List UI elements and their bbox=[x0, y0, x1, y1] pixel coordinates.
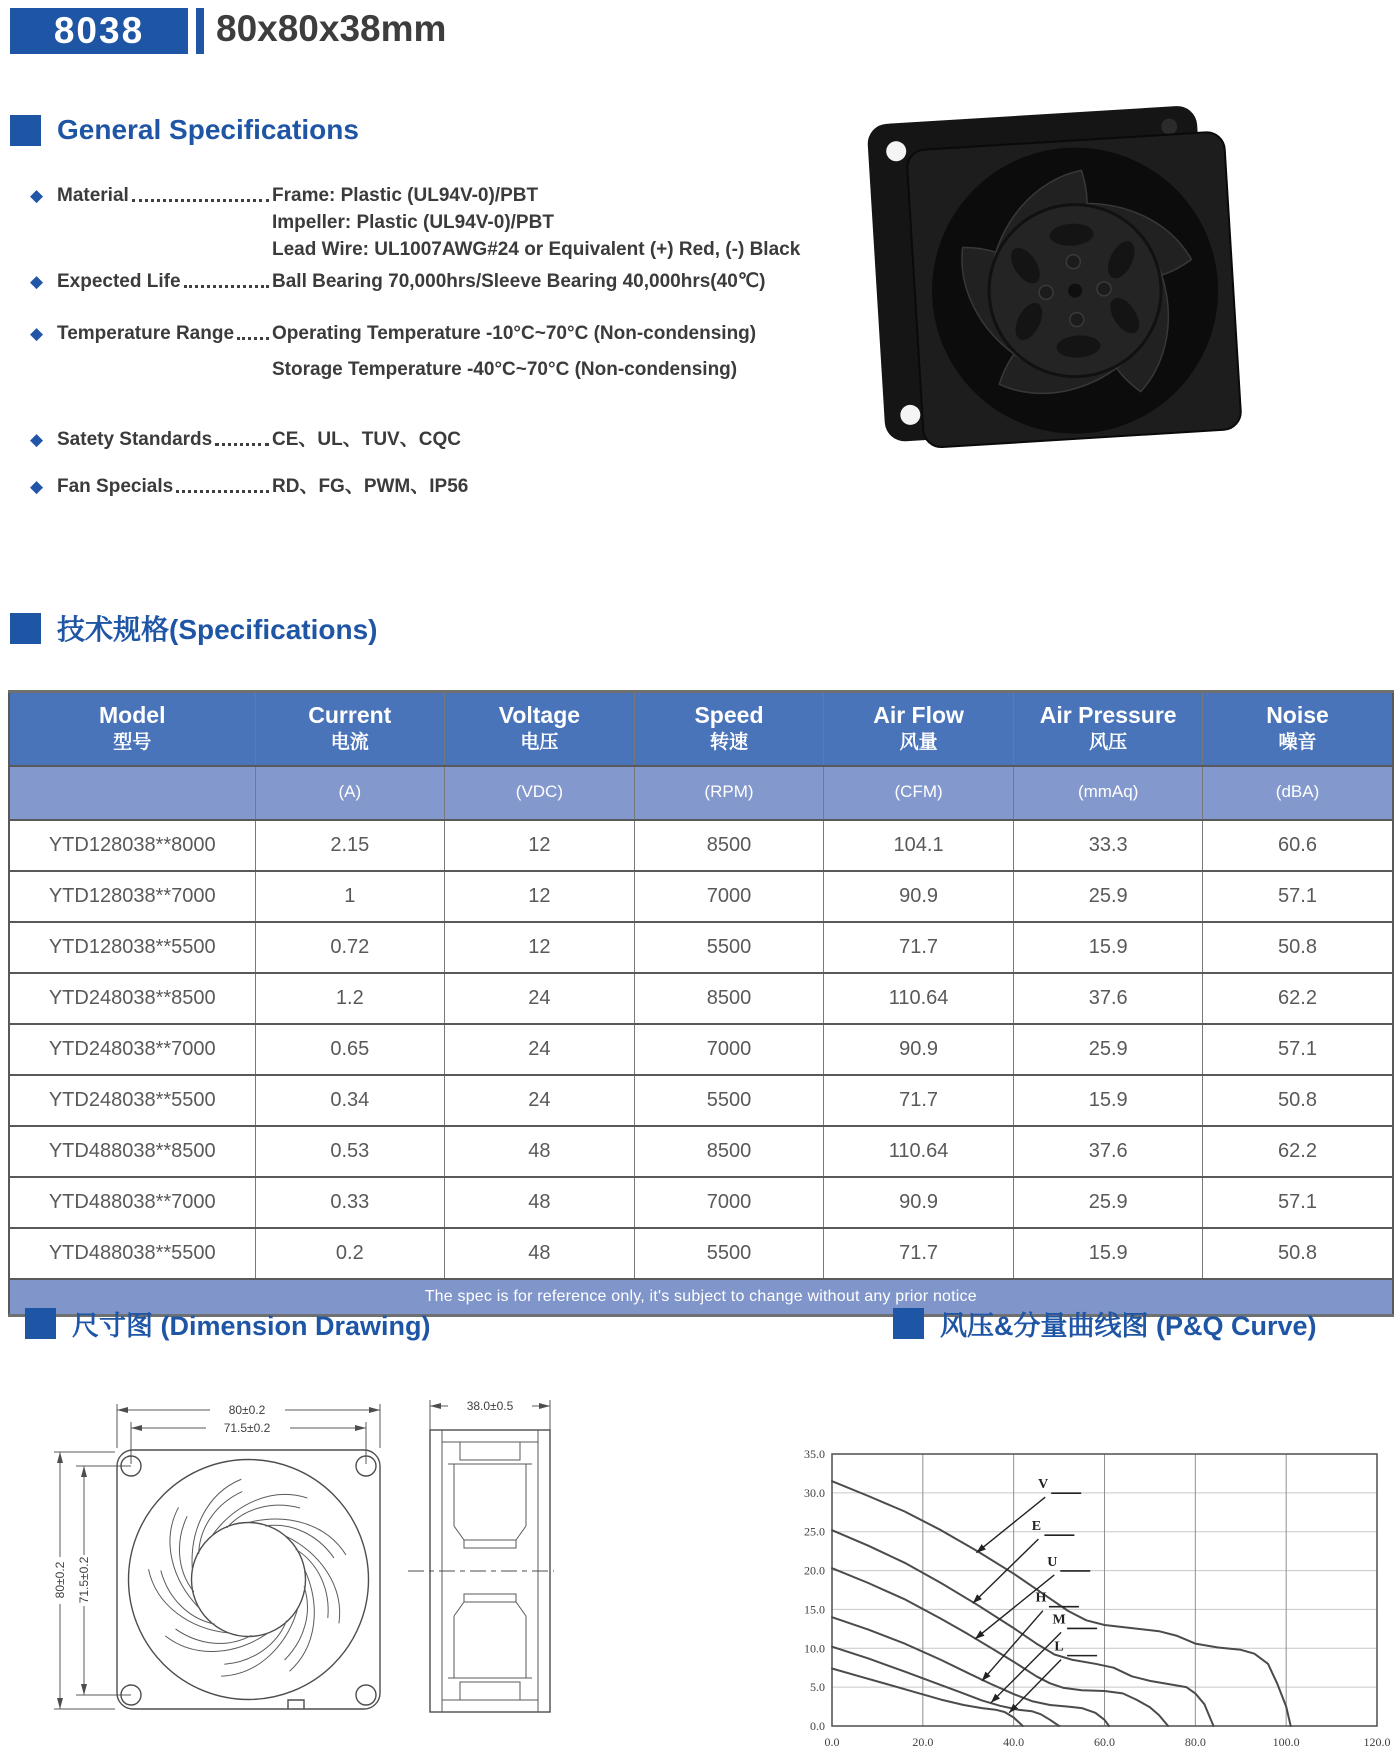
table-cell: 71.7 bbox=[824, 1228, 1014, 1279]
table-cell: YTD128038**8000 bbox=[9, 820, 255, 871]
y-axis-tick-label: 15.0 bbox=[804, 1602, 825, 1617]
table-cell: 90.9 bbox=[824, 1177, 1014, 1228]
table-cell: 12 bbox=[445, 820, 635, 871]
column-header: Air Pressure 风压 bbox=[1013, 692, 1203, 767]
table-row bbox=[9, 1177, 1393, 1228]
dim-front-height-inner: 71.5±0.2 bbox=[77, 1556, 91, 1604]
spec-value: Ball Bearing 70,000hrs/Sleeve Bearing 40,000hrs(40℃) bbox=[272, 271, 766, 292]
y-axis-tick-label: 35.0 bbox=[804, 1447, 825, 1461]
spec-value: CE、UL、TUV、CQC bbox=[272, 429, 461, 450]
column-unit: (RPM) bbox=[634, 766, 824, 820]
pq-curve-M bbox=[832, 1647, 1059, 1726]
x-axis-tick-label: 60.0 bbox=[1094, 1735, 1115, 1749]
table-cell: 0.34 bbox=[255, 1075, 445, 1126]
dimension-drawing-heading bbox=[25, 1304, 431, 1343]
pq-curve-H bbox=[832, 1617, 1109, 1726]
diamond-bullet-icon: ◆ bbox=[30, 272, 44, 291]
curve-label-E: E bbox=[1031, 1519, 1042, 1535]
table-cell: 25.9 bbox=[1013, 1024, 1203, 1075]
dim-depth: 38.0±0.5 bbox=[466, 1399, 514, 1413]
table-row bbox=[9, 871, 1393, 922]
table-cell: 2.15 bbox=[255, 820, 445, 871]
badge-separator bbox=[196, 8, 204, 54]
heading-square-icon bbox=[10, 613, 41, 644]
front-blade-lines bbox=[136, 1471, 362, 1695]
table-cell: 12 bbox=[445, 871, 635, 922]
table-cell: 0.33 bbox=[255, 1177, 445, 1228]
model-badge: 8038 bbox=[10, 8, 188, 54]
table-cell: 50.8 bbox=[1203, 922, 1393, 973]
column-header: Speed 转速 bbox=[634, 692, 824, 767]
table-cell: 50.8 bbox=[1203, 1228, 1393, 1279]
y-axis-tick-label: 5.0 bbox=[810, 1680, 825, 1695]
specifications-title: 技术规格(Specifications) bbox=[57, 614, 378, 645]
table-cell: 8500 bbox=[634, 973, 824, 1024]
general-specifications-title: General Specifications bbox=[57, 114, 359, 145]
table-cell: 25.9 bbox=[1013, 871, 1203, 922]
table-cell: 110.64 bbox=[824, 1126, 1014, 1177]
x-axis-tick-label: 20.0 bbox=[912, 1735, 934, 1749]
spec-item bbox=[30, 268, 865, 295]
side-bottom-structure bbox=[442, 1594, 538, 1700]
table-cell: 0.53 bbox=[255, 1126, 445, 1177]
curve-arrow-line bbox=[991, 1632, 1064, 1702]
table-cell: 50.8 bbox=[1203, 1075, 1393, 1126]
table-cell: 24 bbox=[445, 973, 635, 1024]
dim-front-height: 80±0.2 bbox=[53, 1561, 67, 1599]
column-header: Air Flow 风量 bbox=[824, 692, 1014, 767]
dotted-leader bbox=[237, 313, 269, 340]
table-cell: 5500 bbox=[634, 1228, 824, 1279]
table-cell: YTD488038**7000 bbox=[9, 1177, 255, 1228]
table-row bbox=[9, 922, 1393, 973]
table-cell: 62.2 bbox=[1203, 1126, 1393, 1177]
table-cell: 8500 bbox=[634, 1126, 824, 1177]
curve-label-V: V bbox=[1038, 1477, 1049, 1493]
curve-label-H: H bbox=[1035, 1590, 1047, 1606]
table-cell: 90.9 bbox=[824, 1024, 1014, 1075]
table-cell: 104.1 bbox=[824, 820, 1014, 871]
x-axis-tick-label: 0.0 bbox=[824, 1735, 840, 1749]
spec-table bbox=[8, 690, 1394, 1317]
table-cell: 62.2 bbox=[1203, 973, 1393, 1024]
dotted-leader bbox=[215, 419, 269, 446]
pq-curve-U bbox=[832, 1568, 1168, 1726]
spec-label: Expected Life bbox=[57, 271, 181, 292]
spec-label: Material bbox=[57, 185, 129, 206]
table-cell: 15.9 bbox=[1013, 1075, 1203, 1126]
x-axis-tick-label: 80.0 bbox=[1184, 1735, 1206, 1749]
column-unit bbox=[9, 766, 255, 820]
table-header-row bbox=[9, 692, 1393, 767]
table-cell: YTD248038**8500 bbox=[9, 973, 255, 1024]
table-cell: 48 bbox=[445, 1126, 635, 1177]
pq-curve-chart bbox=[782, 1428, 1400, 1758]
front-hub-circle bbox=[192, 1523, 306, 1637]
spec-value: Operating Temperature -10°C~70°C (Non-condensing) Storage Temperature -40°C~70°C (Non-condensing) bbox=[272, 323, 757, 380]
dim-front-width-inner: 71.5±0.2 bbox=[223, 1421, 271, 1435]
table-cell: 7000 bbox=[634, 871, 824, 922]
table-cell: 25.9 bbox=[1013, 1177, 1203, 1228]
column-unit: (CFM) bbox=[824, 766, 1014, 820]
column-header: Current 电流 bbox=[255, 692, 445, 767]
side-top-structure bbox=[442, 1442, 538, 1548]
general-specifications-heading bbox=[10, 114, 359, 146]
page-title: 80x80x38mm bbox=[216, 8, 447, 49]
column-header: Model 型号 bbox=[9, 692, 255, 767]
heading-square-icon bbox=[25, 1308, 56, 1339]
table-cell: 37.6 bbox=[1013, 1126, 1203, 1177]
spec-item bbox=[30, 320, 865, 392]
dotted-leader bbox=[176, 466, 269, 493]
column-unit: (dBA) bbox=[1203, 766, 1393, 820]
diamond-bullet-icon: ◆ bbox=[30, 477, 44, 496]
table-cell: 57.1 bbox=[1203, 1024, 1393, 1075]
table-cell: 24 bbox=[445, 1024, 635, 1075]
table-cell: 24 bbox=[445, 1075, 635, 1126]
table-cell: 48 bbox=[445, 1177, 635, 1228]
pq-curve-V bbox=[832, 1481, 1291, 1726]
table-row bbox=[9, 1228, 1393, 1279]
table-cell: 48 bbox=[445, 1228, 635, 1279]
table-row bbox=[9, 1126, 1393, 1177]
x-axis-tick-label: 40.0 bbox=[1003, 1735, 1025, 1749]
column-unit: (VDC) bbox=[445, 766, 635, 820]
pq-curve-title: 风压&分量曲线图 (P&Q Curve) bbox=[940, 1311, 1317, 1341]
table-cell: 1.2 bbox=[255, 973, 445, 1024]
table-row bbox=[9, 1024, 1393, 1075]
table-cell: 5500 bbox=[634, 1075, 824, 1126]
front-notch bbox=[288, 1700, 304, 1709]
table-cell: 71.7 bbox=[824, 922, 1014, 973]
front-venturi-circle bbox=[129, 1460, 369, 1700]
spec-label: Satety Standards bbox=[57, 429, 213, 450]
table-cell: 15.9 bbox=[1013, 922, 1203, 973]
table-cell: 90.9 bbox=[824, 871, 1014, 922]
table-cell: 0.65 bbox=[255, 1024, 445, 1075]
table-cell: 1 bbox=[255, 871, 445, 922]
table-cell: 5500 bbox=[634, 922, 824, 973]
table-cell: YTD248038**5500 bbox=[9, 1075, 255, 1126]
dim-front-width: 80±0.2 bbox=[228, 1403, 266, 1417]
table-cell: 12 bbox=[445, 922, 635, 973]
table-row bbox=[9, 973, 1393, 1024]
spec-label: Temperature Range bbox=[57, 323, 235, 344]
column-unit: (mmAq) bbox=[1013, 766, 1203, 820]
table-row bbox=[9, 820, 1393, 871]
spec-value: Frame: Plastic (UL94V-0)/PBT Impeller: Plastic (UL94V-0)/PBT Lead Wire: UL1007AWG#24 or Equivalent (+) Red, (-) Black bbox=[272, 185, 801, 260]
table-units-row bbox=[9, 766, 1393, 820]
x-axis-tick-label: 120.0 bbox=[1363, 1735, 1391, 1749]
x-axis-tick-label: 100.0 bbox=[1272, 1735, 1300, 1749]
spec-value: RD、FG、PWM、IP56 bbox=[272, 476, 469, 497]
curve-arrow-line bbox=[982, 1611, 1043, 1681]
curve-label-M: M bbox=[1052, 1612, 1066, 1628]
curve-label-L: L bbox=[1054, 1639, 1064, 1655]
heading-square-icon bbox=[10, 115, 41, 146]
pq-curve-heading bbox=[893, 1304, 1317, 1343]
table-cell: YTD128038**5500 bbox=[9, 922, 255, 973]
spec-label: Fan Specials bbox=[57, 476, 174, 497]
dotted-leader bbox=[132, 175, 269, 202]
table-cell: 8500 bbox=[634, 820, 824, 871]
dimension-front-view bbox=[40, 1392, 390, 1732]
table-cell: 57.1 bbox=[1203, 1177, 1393, 1228]
table-cell: YTD488038**5500 bbox=[9, 1228, 255, 1279]
column-unit: (A) bbox=[255, 766, 445, 820]
table-cell: YTD488038**8500 bbox=[9, 1126, 255, 1177]
y-axis-tick-label: 20.0 bbox=[804, 1563, 825, 1578]
heading-square-icon bbox=[893, 1308, 924, 1339]
table-row bbox=[9, 1075, 1393, 1126]
diamond-bullet-icon: ◆ bbox=[30, 186, 44, 205]
y-axis-tick-label: 30.0 bbox=[804, 1485, 825, 1500]
dimension-side-view bbox=[396, 1390, 566, 1728]
dotted-leader bbox=[184, 261, 269, 288]
column-header: Noise 噪音 bbox=[1203, 692, 1393, 767]
table-cell: 37.6 bbox=[1013, 973, 1203, 1024]
table-note: The spec is for reference only, it's subject to change without any prior notice bbox=[9, 1279, 1393, 1316]
dimension-drawing-title: 尺寸图 (Dimension Drawing) bbox=[72, 1311, 431, 1341]
table-cell: 7000 bbox=[634, 1177, 824, 1228]
column-header: Voltage 电压 bbox=[445, 692, 635, 767]
diamond-bullet-icon: ◆ bbox=[30, 430, 44, 449]
y-axis-tick-label: 10.0 bbox=[804, 1641, 825, 1656]
fan-product-photo bbox=[860, 96, 1245, 452]
diamond-bullet-icon: ◆ bbox=[30, 324, 44, 343]
table-cell: 0.72 bbox=[255, 922, 445, 973]
table-cell: 0.2 bbox=[255, 1228, 445, 1279]
spec-item bbox=[30, 473, 865, 500]
general-specs-list bbox=[30, 182, 865, 500]
table-cell: YTD248038**7000 bbox=[9, 1024, 255, 1075]
table-cell: 60.6 bbox=[1203, 820, 1393, 871]
table-cell: 110.64 bbox=[824, 973, 1014, 1024]
y-axis-tick-label: 25.0 bbox=[804, 1524, 825, 1539]
table-cell: 57.1 bbox=[1203, 871, 1393, 922]
y-axis-tick-label: 0.0 bbox=[810, 1719, 825, 1733]
table-cell: 33.3 bbox=[1013, 820, 1203, 871]
table-cell: 71.7 bbox=[824, 1075, 1014, 1126]
specifications-heading bbox=[10, 608, 377, 648]
table-cell: 7000 bbox=[634, 1024, 824, 1075]
spec-item bbox=[30, 182, 865, 263]
table-cell: YTD128038**7000 bbox=[9, 871, 255, 922]
spec-item bbox=[30, 426, 865, 453]
table-cell: 15.9 bbox=[1013, 1228, 1203, 1279]
curve-label-U: U bbox=[1047, 1554, 1058, 1570]
